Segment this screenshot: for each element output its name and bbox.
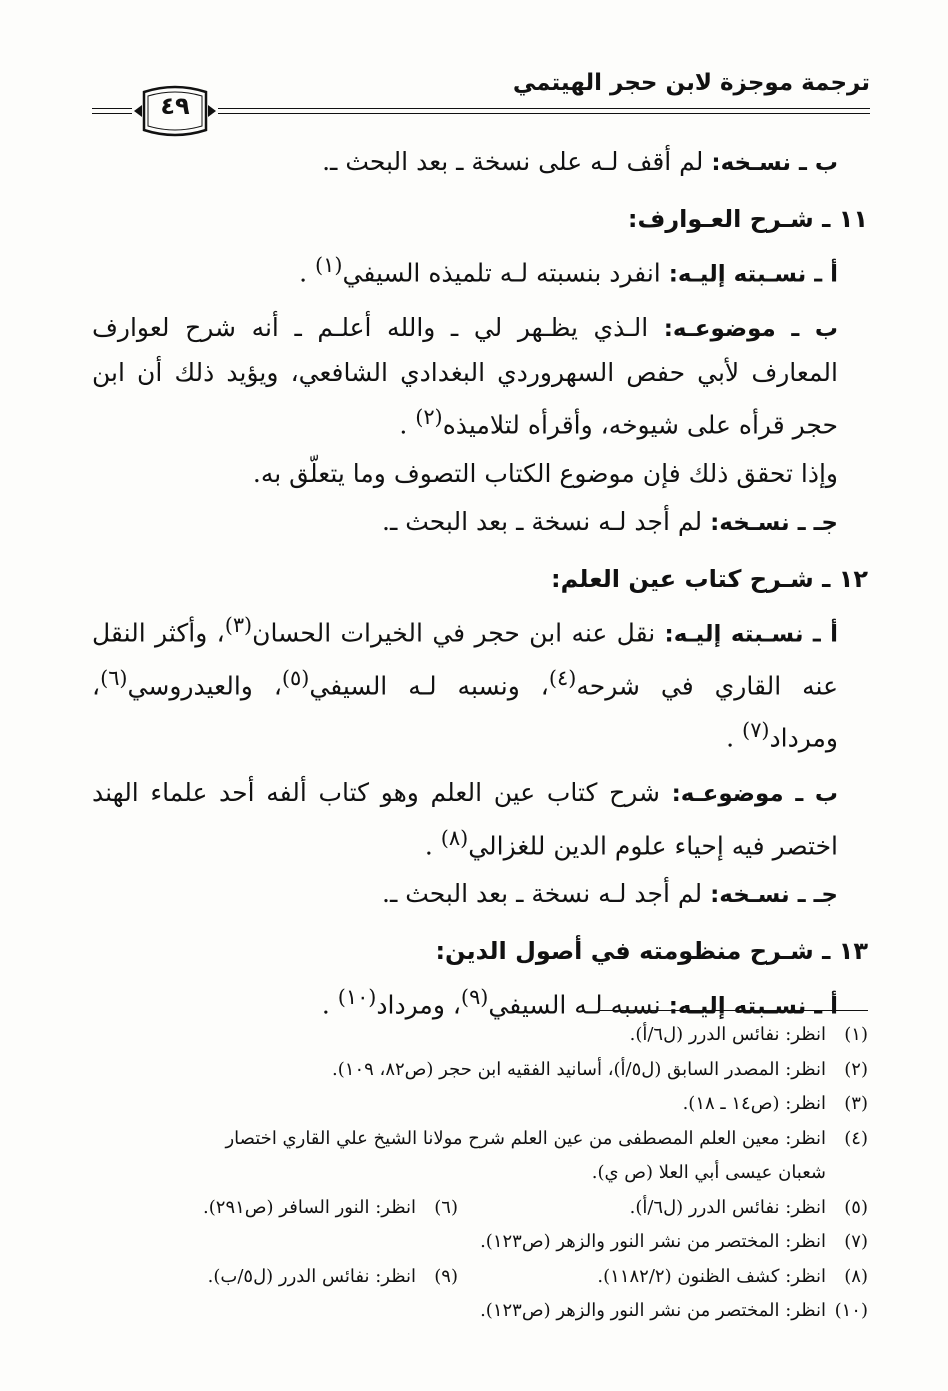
paragraph-copies-11 [92, 500, 868, 545]
footnote-text: انظر: المختصر من نشر النور والزهر (ص١٢٣). [480, 1300, 826, 1321]
item-text: لم أجد لـه نسخة ـ بعد البحث ـ. [382, 878, 711, 908]
footnote-4-continuation: شعبان عيسى أبي العلا (ص ي). [591, 1162, 826, 1183]
item-label: ب ـ موضوعـه: [671, 780, 838, 807]
footnote-number: (٣) [844, 1093, 868, 1114]
paragraph-attribution-12 [92, 603, 868, 761]
item-label: جـ ـ نسـخه: [710, 881, 838, 908]
item-label: ب ـ نسـخه: [711, 150, 838, 176]
footnote-2 [92, 1053, 868, 1088]
footnote-ref[interactable]: (٤) [548, 665, 577, 690]
footnote-ref[interactable]: (١) [315, 253, 343, 277]
item-text-end: . [424, 830, 441, 860]
footnote-ref[interactable]: (٢) [415, 405, 443, 430]
footnote-number: (١٠) [834, 1300, 868, 1321]
footnote-6 [203, 1191, 458, 1226]
footnote-4 [92, 1122, 868, 1157]
footnote-ref[interactable]: (٥) [281, 665, 310, 690]
footnote-7 [92, 1225, 868, 1260]
item-text: شرح كتاب عين العلم وهو كتاب ألفه أحد علماء الهند اختصر فيه إحياء علوم الدين للغزالي [92, 777, 838, 860]
paragraph-note-11: وإذا تحقق ذلك فإن موضوع الكتاب التصوف وما يتعلّق به. [252, 458, 838, 488]
header-rule-thin [218, 113, 870, 114]
footnote-10 [92, 1294, 868, 1329]
header-rule-left [92, 108, 132, 109]
footnote-pair-5-6 [92, 1191, 868, 1226]
item-text-end: . [321, 990, 338, 1020]
footnote-text: انظر: نفائس الدرر (ل٦/أ). [629, 1196, 826, 1218]
footnote-text: انظر: نفائس الدرر (ل٦/أ). [629, 1024, 826, 1045]
item-text: الـذي يظـهر لي ـ والله أعلـم ـ أنه شرح لعوارف المعارف لأبي حفص السهروردي البغدادي الشافعي، ويؤيد ذلك أن ابن حجر قرأه على شيوخه، وأقرأه لتلاميذه [92, 313, 838, 440]
footnote-number: (٨) [844, 1265, 868, 1287]
header-rule-left-thin [92, 113, 132, 114]
footnote-3 [92, 1087, 868, 1122]
item-label: جـ ـ نسـخه: [710, 509, 838, 536]
item-text: ، ومرداد [376, 990, 461, 1020]
item-text-end: . [726, 723, 743, 753]
paragraph-subject-12 [92, 771, 868, 868]
footnote-ref[interactable]: (٣) [224, 612, 253, 637]
footnote-5 [458, 1191, 868, 1226]
footnote-number: (٧) [844, 1231, 868, 1252]
item-text-end: . [299, 258, 316, 288]
item-text-end: . [399, 410, 416, 440]
item-text: لم أقف لـه على نسخة ـ بعد البحث ـ. [322, 147, 712, 176]
section-heading-11: ١١ ـ شـرح العـوارف: [627, 205, 868, 233]
page-header [92, 68, 870, 128]
paragraph-copies-12 [92, 872, 868, 917]
footnote-8 [458, 1260, 868, 1295]
item-text: ، وأكثر النقل عنه القاري في شرحه [92, 617, 838, 701]
page-number: ٤٩ [160, 92, 190, 120]
footnote-ref[interactable]: (٧) [742, 718, 770, 743]
page-number-frame [132, 84, 218, 138]
footnote-pair-8-9 [92, 1260, 868, 1295]
footnote-text: انظر: المصدر السابق (ل٥/أ)، أسانيد الفقيه ابن حجر (ص٨٢، ١٠٩). [332, 1058, 826, 1080]
footnote-separator [598, 1010, 868, 1011]
section-heading-12: ١٢ ـ شـرح كتاب عين العلم: [551, 564, 868, 593]
footnote-number: (٤) [844, 1127, 868, 1149]
item-label: أ ـ نسـبته إليـه: [664, 620, 838, 647]
item-label: ب ـ موضوعـه: [663, 316, 838, 343]
item-label: أ ـ نسـبته إليـه: [668, 261, 838, 288]
footnote-ref[interactable]: (٦) [100, 665, 128, 690]
paragraph-subject-11 [92, 306, 868, 447]
footnote-1 [92, 1018, 868, 1053]
paragraph-attribution-11 [92, 243, 868, 296]
item-text: انفرد بنسبته لـه تلميذه السيفي [342, 258, 669, 288]
footnote-9 [208, 1260, 458, 1295]
footnote-number: (٦) [434, 1196, 458, 1218]
item-label: أ ـ نسـبته إليـه: [668, 993, 838, 1020]
footnote-number: (٩) [434, 1265, 458, 1287]
footnotes [92, 1018, 868, 1329]
item-text: ، ومرداد [92, 671, 838, 753]
footnote-text: انظر: معين العلم المصطفى من عين العلم شرح مولانا الشيخ علي القاري اختصار [225, 1127, 826, 1149]
item-text: ، والعيدروسي [127, 671, 282, 701]
section-heading-13: ١٣ ـ شـرح منظومته في أصول الدين: [435, 936, 868, 965]
footnote-ref[interactable]: (١٠) [337, 984, 377, 1009]
footnote-number: (١) [844, 1024, 868, 1045]
footnote-number: (٥) [844, 1196, 868, 1218]
running-title: ترجمة موجزة لابن حجر الهيتمي [512, 70, 870, 96]
header-rule [218, 108, 870, 109]
item-text: ، ونسبه لـه السيفي [309, 671, 549, 701]
footnote-ref[interactable]: (٨) [440, 825, 469, 850]
paragraph-copies-prev [92, 140, 868, 185]
footnote-text: انظر: (ص١٤ ـ ١٨). [682, 1093, 826, 1114]
footnote-text: انظر: المختصر من نشر النور والزهر (ص١٢٣). [480, 1231, 826, 1252]
item-text: لم أجد لـه نسخة ـ بعد البحث ـ. [382, 506, 711, 536]
footnote-text: انظر: النور السافر (ص٢٩١). [203, 1196, 416, 1218]
footnote-ref[interactable]: (٩) [460, 984, 489, 1009]
footnote-number: (٢) [844, 1058, 868, 1080]
item-text: نسبه لـه السيفي [488, 990, 669, 1020]
footnote-text: انظر: كشف الظنون (١١٨٢/٢). [597, 1265, 826, 1287]
item-text: نقل عنه ابن حجر في الخيرات الحسان [252, 617, 665, 647]
body-text [92, 140, 868, 1032]
footnote-text: انظر: نفائس الدرر (ل٥/ب). [207, 1265, 416, 1287]
